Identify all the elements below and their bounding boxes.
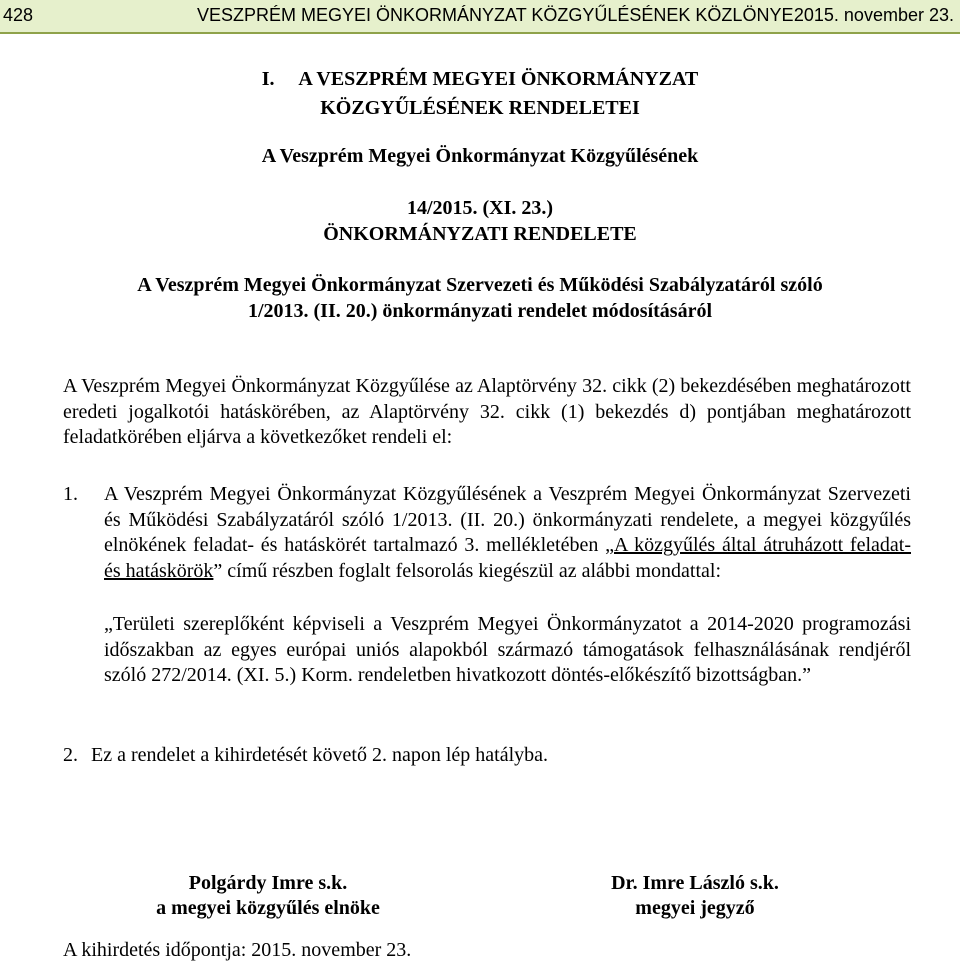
decree-kind: ÖNKORMÁNYZATI RENDELETE (323, 223, 637, 245)
page-number: 428 (3, 5, 34, 25)
signatory-right-name: Dr. Imre László s.k. (611, 872, 779, 894)
publication-date: 2015. november 23. (793, 5, 954, 25)
section-1-paragraph (104, 482, 911, 584)
decree-subject-line1: A Veszprém Megyei Önkormányzat Szervezeti és Működési Szabályzatáról szóló (137, 274, 823, 296)
promulgation-date: A kihirdetés időpontja: 2015. november 23. (63, 939, 412, 961)
preamble-text: A Veszprém Megyei Önkormányzat Közgyűlése az Alaptörvény 32. cikk (2) bekezdésében meghatározott eredeti jogalkotói hatáskörében, az Alaptörvény 32. cikk (1) bekezdés d) pontjában meghatározott feladatkörében eljárva a következőket rendeli el: (63, 375, 911, 448)
publication-title: VESZPRÉM MEGYEI ÖNKORMÁNYZAT KÖZGYŰLÉSÉNEK KÖZLÖNYE (197, 5, 794, 25)
section-1-text-before: A Veszprém Megyei Önkormányzat Közgyűlésének a Veszprém Megyei Önkormányzat Szervezeti és Működési Szabályzatáról szóló 1/2013. (II. 20.) önkormányzati rendelete, a megyei közgyűlés elnökének feladat- és hatáskörét tartalmazó 3. mellékletében „ (104, 483, 911, 556)
decree-issuer: A Veszprém Megyei Önkormányzat Közgyűlésének (261, 145, 699, 167)
section-2-text: Ez a rendelet a kihirdetését követő 2. napon lép hatályba. (91, 744, 549, 766)
section-1-text-after: ” című részben foglalt felsorolás kiegészül az alábbi mondattal: (213, 559, 722, 582)
section-2-number: 2. (63, 744, 78, 766)
section-1-quote-text: „Területi szereplőként képviseli a Veszprém Megyei Önkormányzatot a 2014-2020 programozási időszakban az egyes európai uniós alapokból származó támogatások felhasználásának rendjéről szóló 272/2014. (XI. 5.) Korm. rendeletben hivatkozott döntés-előkészítő bizottságban.” (104, 613, 911, 686)
signatory-right-title: megyei jegyző (635, 897, 755, 919)
page-header (0, 0, 960, 34)
section-heading-line1: I. A VESZPRÉM MEGYEI ÖNKORMÁNYZAT (261, 68, 699, 90)
decree-subject-line2: 1/2013. (II. 20.) önkormányzati rendelet módosításáról (247, 300, 713, 322)
preamble-paragraph (63, 374, 911, 451)
signatory-left-name: Polgárdy Imre s.k. (188, 872, 348, 894)
section-1-underlined-title: A közgyűlés által átruházott feladat- és hatáskörök (104, 534, 911, 582)
section-1-quote (104, 612, 911, 689)
section-heading-line2: KÖZGYŰLÉSÉNEK RENDELETEI (320, 97, 640, 119)
decree-number: 14/2015. (XI. 23.) (406, 197, 554, 219)
section-1-number: 1. (63, 483, 78, 505)
signatory-left-title: a megyei közgyűlés elnöke (156, 897, 380, 919)
